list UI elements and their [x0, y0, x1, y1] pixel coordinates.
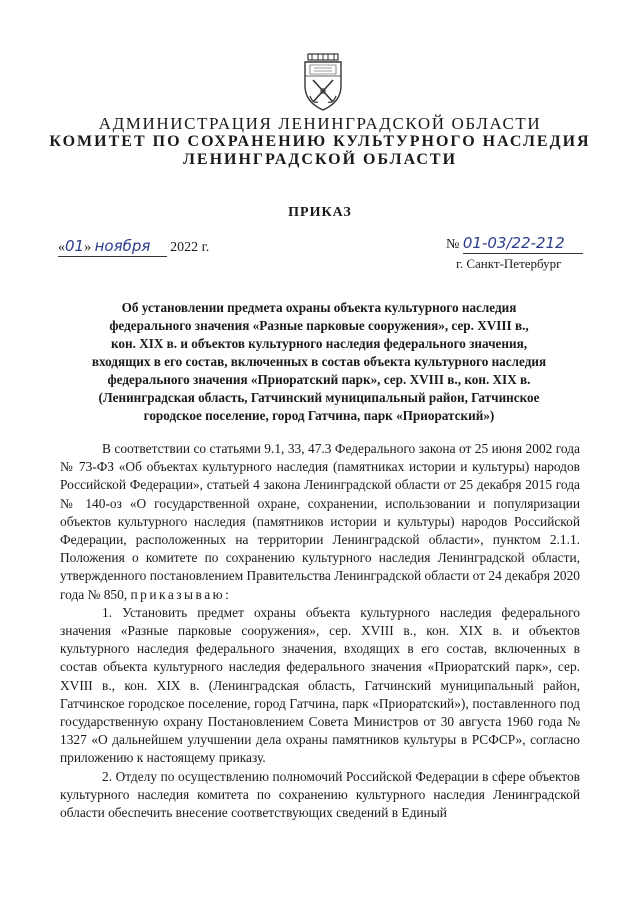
preamble-text: В соответствии со статьями 9.1, 33, 47.3 Федерального закона от 25 июня 2002 года № 73-ФЗ «Об объектах культурного наследия (памятниках истории и культуры) народов Российской Федерации», статьей 4 закона Ленинградской области от 25 декабря 2015 года № 140-оз «О государственной охране, сохранении, использовании и популяризации объектов культурного наследия (памятников истории и культуры) народов Российской Федерации, расположенных на территории Ленинградской области», пунктом 2.1.1. Положения о комитете по сохранению культурного наследия Ленинградской области, утвержденного постановлением Правительства Ленинградской области от 24 декабря 2020 года № 850,: [60, 441, 580, 602]
order-number: [446, 234, 583, 254]
item-2-paragraph: 2. Отделу по осуществлению полномочий Российской Федерации в сфере объектов культурного наследия комитета по сохранению культурного наследия Ленинградской области обеспечить внесение соответствующих сведений в Единый: [60, 768, 580, 821]
title-line: Об установлении предмета охраны объекта культурного наследия: [121, 300, 517, 315]
org-name-line1: АДМИНИСТРАЦИЯ ЛЕНИНГРАДСКОЙ ОБЛАСТИ: [98, 114, 542, 133]
item-1-paragraph: 1. Установить предмет охраны объекта культурного наследия федерального значения «Разные парковые сооружения», сер. XVIII в., кон. XIX в. и объектов культурного наследия федерального значения, входящих в его состав, включенных в состав объекта культурного наследия федерального значения «Приоратский парк», сер. XVIII в., кон. XIX в. (Ленинградская область, Гатчинский муниципальный район, Гатчинское городское поселение, город Гатчина, парк «Приоратский»), поставленного под государственную охрану Постановлением Совета Министров от 30 августа 1960 года № 1327 «О дальнейшем улучшении дела охраны памятников культуры в РСФСР», согласно приложению к настоящему приказу.: [60, 604, 580, 766]
number-value: 01-03/22-212: [462, 234, 565, 252]
coat-of-arms-icon: [302, 52, 344, 114]
city: г. Санкт-Петербург: [456, 256, 562, 271]
preamble-paragraph: [60, 440, 580, 604]
date-close-quote: »: [84, 240, 92, 255]
date-day: 01: [65, 237, 85, 255]
document-type: ПРИКАЗ: [288, 205, 352, 220]
order-body: [60, 440, 580, 822]
order-word: приказываю:: [130, 586, 232, 602]
number-label: №: [446, 237, 460, 252]
date-month: ноября: [94, 237, 151, 255]
title-line: входящих в его состав, включенных в состав объекта культурного наследия: [91, 354, 547, 369]
title-line: (Ленинградская область, Гатчинский муниципальный район, Гатчинское: [98, 390, 540, 405]
title-line: городское поселение, город Гатчина, парк «Приоратский»): [143, 408, 495, 423]
title-line: федерального значения «Разные парковые сооружения», сер. XVIII в.,: [109, 318, 529, 333]
date-year: 2022 г.: [170, 240, 210, 255]
org-name-line2: КОМИТЕТ ПО СОХРАНЕНИЮ КУЛЬТУРНОГО НАСЛЕДИЯ: [49, 133, 591, 150]
date-open-quote: «: [58, 240, 65, 255]
org-name-line3: ЛЕНИНГРАДСКОЙ ОБЛАСТИ: [182, 151, 458, 168]
title-line: кон. XIX в. и объектов культурного наследия федерального значения,: [111, 336, 527, 351]
title-line: федерального значения «Приоратский парк», сер. XVIII в., кон. XIX в.: [107, 372, 531, 387]
order-title: [64, 299, 574, 425]
order-date: [58, 237, 209, 257]
